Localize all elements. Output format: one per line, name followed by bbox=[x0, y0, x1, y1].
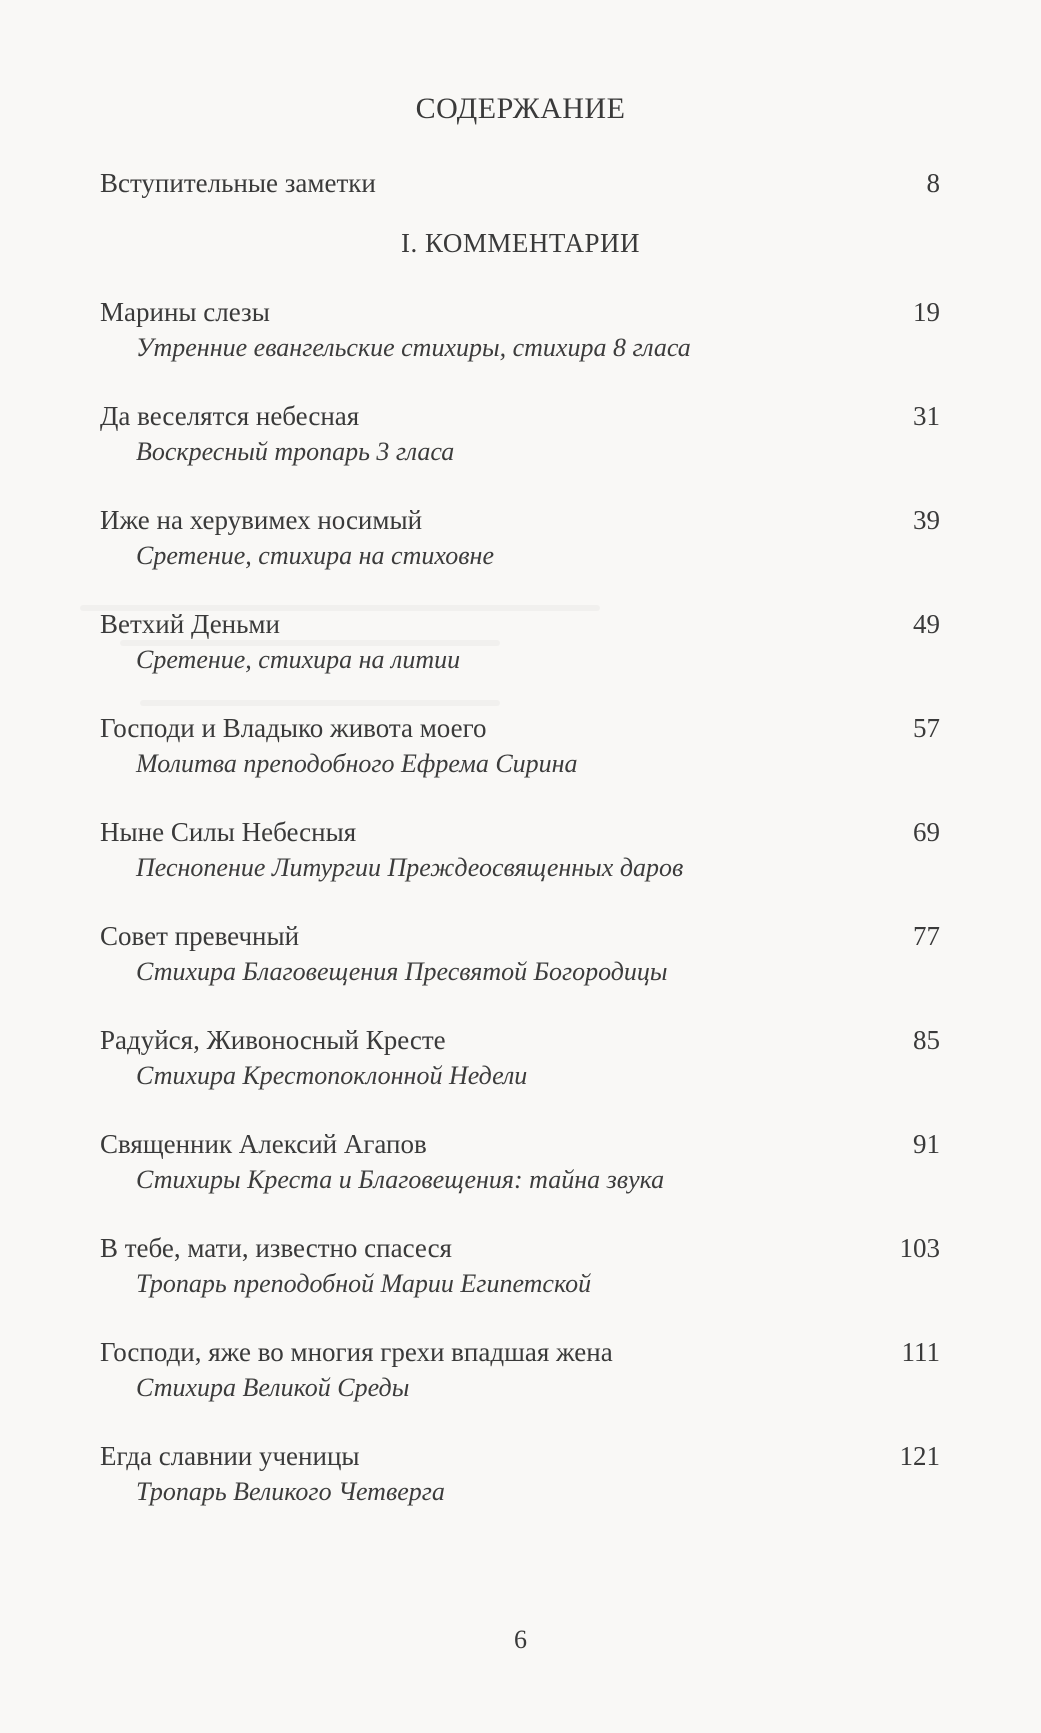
toc-entry[interactable] bbox=[100, 1025, 940, 1090]
toc-entry-subtitle: Сретение, стихира на стиховне bbox=[136, 541, 494, 570]
toc-entry-page: 49 bbox=[913, 609, 940, 639]
toc-entry[interactable] bbox=[100, 1441, 940, 1506]
toc-entry-page: 19 bbox=[913, 297, 940, 327]
toc-entry[interactable] bbox=[100, 609, 940, 674]
toc-entry[interactable] bbox=[100, 505, 940, 570]
toc-entry-page: 77 bbox=[913, 921, 940, 951]
page-number: 6 bbox=[514, 1625, 527, 1654]
toc-entry-title: Ветхий Деньми bbox=[100, 609, 280, 639]
toc-entry-page: 31 bbox=[913, 401, 940, 431]
toc-entry-subtitle: Стихира Благовещения Пресвятой Богородицы bbox=[136, 957, 668, 986]
toc-entry-page: 91 bbox=[913, 1129, 940, 1159]
toc-entry-page: 39 bbox=[913, 505, 940, 535]
toc-entry-subtitle: Тропарь Великого Четверга bbox=[136, 1477, 445, 1506]
toc-entry-page: 103 bbox=[899, 1233, 940, 1263]
toc-entry-page: 8 bbox=[926, 168, 940, 198]
toc-entry-subtitle: Стихиры Креста и Благовещения: тайна звука bbox=[136, 1165, 665, 1194]
toc-entry[interactable] bbox=[100, 1233, 940, 1298]
toc-entry-page: 69 bbox=[913, 817, 940, 847]
toc-entry-subtitle: Утренние евангельские стихиры, стихира 8 гласа bbox=[136, 333, 691, 362]
toc-entry-title: Священник Алексий Агапов bbox=[100, 1129, 427, 1159]
toc-entry[interactable] bbox=[100, 401, 940, 466]
toc-entry-title: Господи и Владыко живота моего bbox=[100, 713, 487, 743]
toc-entry-title: Марины слезы bbox=[100, 297, 270, 327]
toc-entry-subtitle: Стихира Крестопоклонной Недели bbox=[136, 1061, 528, 1090]
toc-entry-subtitle: Сретение, стихира на литии bbox=[136, 645, 461, 674]
toc-entry-page: 121 bbox=[899, 1441, 940, 1471]
bleed-through-mark bbox=[140, 700, 500, 706]
toc-entry-title: Да веселятся небесная bbox=[100, 401, 360, 431]
toc-entry-page: 85 bbox=[913, 1025, 940, 1055]
section-title: I. КОММЕНТАРИИ bbox=[401, 228, 640, 258]
page-title: СОДЕРЖАНИЕ bbox=[415, 92, 626, 125]
toc-entry-subtitle: Молитва преподобного Ефрема Сирина bbox=[136, 749, 578, 778]
toc-entry[interactable] bbox=[100, 1129, 940, 1194]
toc-entry[interactable] bbox=[100, 1337, 940, 1402]
toc-entry[interactable] bbox=[100, 297, 940, 362]
toc-entry-page: 111 bbox=[901, 1337, 940, 1367]
toc-entry-title: Иже на херувимех носимый bbox=[100, 505, 423, 535]
toc-entry-subtitle: Песнопение Литургии Преждеосвященных даров bbox=[136, 853, 684, 882]
toc-entry-title: Радуйся, Живоносный Кресте bbox=[100, 1025, 446, 1055]
toc-entry-title: В тебе, мати, известно спасеся bbox=[100, 1233, 452, 1263]
toc-entry-title: Вступительные заметки bbox=[100, 168, 376, 198]
toc-entry-subtitle: Тропарь преподобной Марии Египетской bbox=[136, 1269, 592, 1298]
toc-entry-title: Егда славнии ученицы bbox=[100, 1441, 360, 1471]
toc-entry-title: Господи, яже во многия грехи впадшая жена bbox=[100, 1337, 613, 1367]
toc-entry[interactable] bbox=[100, 817, 940, 882]
toc-entry[interactable] bbox=[100, 921, 940, 986]
toc-entry[interactable] bbox=[100, 713, 940, 778]
toc-entry-title: Совет превечный bbox=[100, 921, 300, 951]
toc-entry-title: Ныне Силы Небесныя bbox=[100, 817, 357, 847]
toc-entry-page: 57 bbox=[913, 713, 940, 743]
toc-entry-intro[interactable] bbox=[100, 168, 940, 208]
toc-entry-subtitle: Воскресный тропарь 3 гласа bbox=[136, 437, 455, 466]
toc-entry-subtitle: Стихира Великой Среды bbox=[136, 1373, 410, 1402]
